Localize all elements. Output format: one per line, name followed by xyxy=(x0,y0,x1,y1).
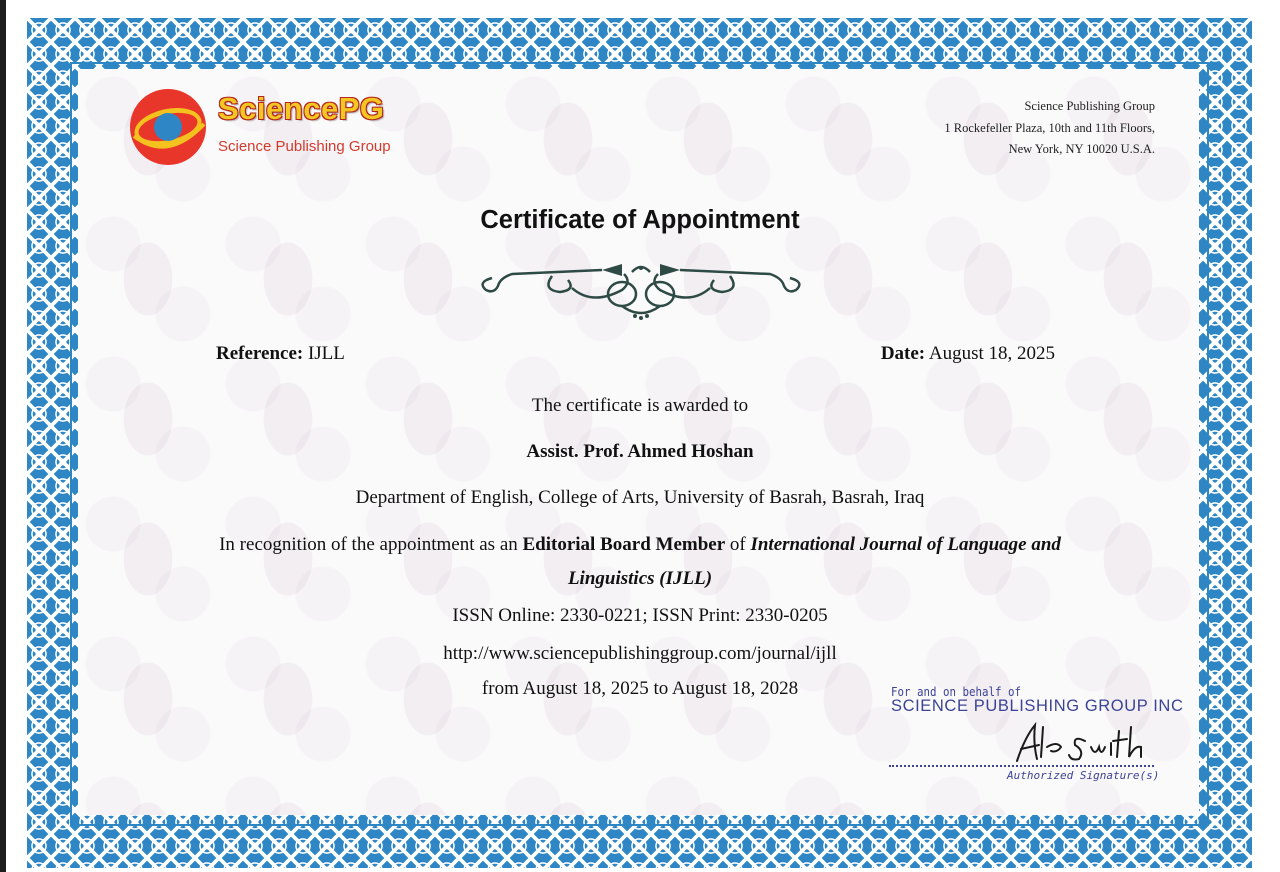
issn-line: ISSN Online: 2330-0221; ISSN Print: 2330-0205 xyxy=(452,605,828,626)
signature-stamp xyxy=(889,683,1184,793)
certificate-title: Certificate of Appointment xyxy=(480,206,800,234)
date-line xyxy=(881,343,1055,365)
date-label: Date: xyxy=(880,343,926,364)
of-word: of xyxy=(729,534,746,555)
logo-wordmark: SciencePG xyxy=(218,91,385,126)
reference-line xyxy=(216,343,345,365)
recognition-prefix: In recognition of the appointment as an xyxy=(219,534,518,555)
journal-name-part2: Linguistics (IJLL) xyxy=(567,568,713,589)
journal-name-part1: International Journal of Language and xyxy=(750,534,1061,555)
handwritten-signature-icon xyxy=(999,717,1149,767)
journal-line-2 xyxy=(0,568,1280,590)
reference-value: IJLL xyxy=(307,343,345,364)
flourish-divider-icon xyxy=(472,260,810,324)
logo-subtitle: Science Publishing Group xyxy=(218,138,391,155)
journal-url: http://www.sciencepublishinggroup.com/journal/ijll xyxy=(443,643,837,664)
address-line-3: New York, NY 10020 U.S.A. xyxy=(1008,142,1155,156)
reference-label: Reference: xyxy=(216,343,304,364)
signature-line xyxy=(889,765,1154,767)
authorized-signature-caption: Authorized Signature(s) xyxy=(1007,769,1160,782)
appointment-term: from August 18, 2025 to August 18, 2028 xyxy=(481,678,799,699)
date-value: August 18, 2025 xyxy=(928,343,1055,364)
stamp-organization: SCIENCE PUBLISHING GROUP INC xyxy=(891,697,1184,715)
awarded-to-line: The certificate is awarded to xyxy=(531,395,749,416)
address-line-1: Science Publishing Group xyxy=(1024,99,1155,113)
left-edge-strip xyxy=(0,0,6,872)
recipient-name: Assist. Prof. Ahmed Hoshan xyxy=(526,441,754,462)
appointment-role: Editorial Board Member xyxy=(522,534,726,555)
recognition-line xyxy=(0,534,1280,556)
address-line-2: 1 Rockefeller Plaza, 10th and 11th Floors, xyxy=(944,120,1155,135)
publisher-address xyxy=(944,96,1155,161)
recipient-affiliation: Department of English, College of Arts, University of Basrah, Basrah, Iraq xyxy=(355,487,925,508)
stamp-for-behalf: For and on behalf of xyxy=(891,685,1022,699)
